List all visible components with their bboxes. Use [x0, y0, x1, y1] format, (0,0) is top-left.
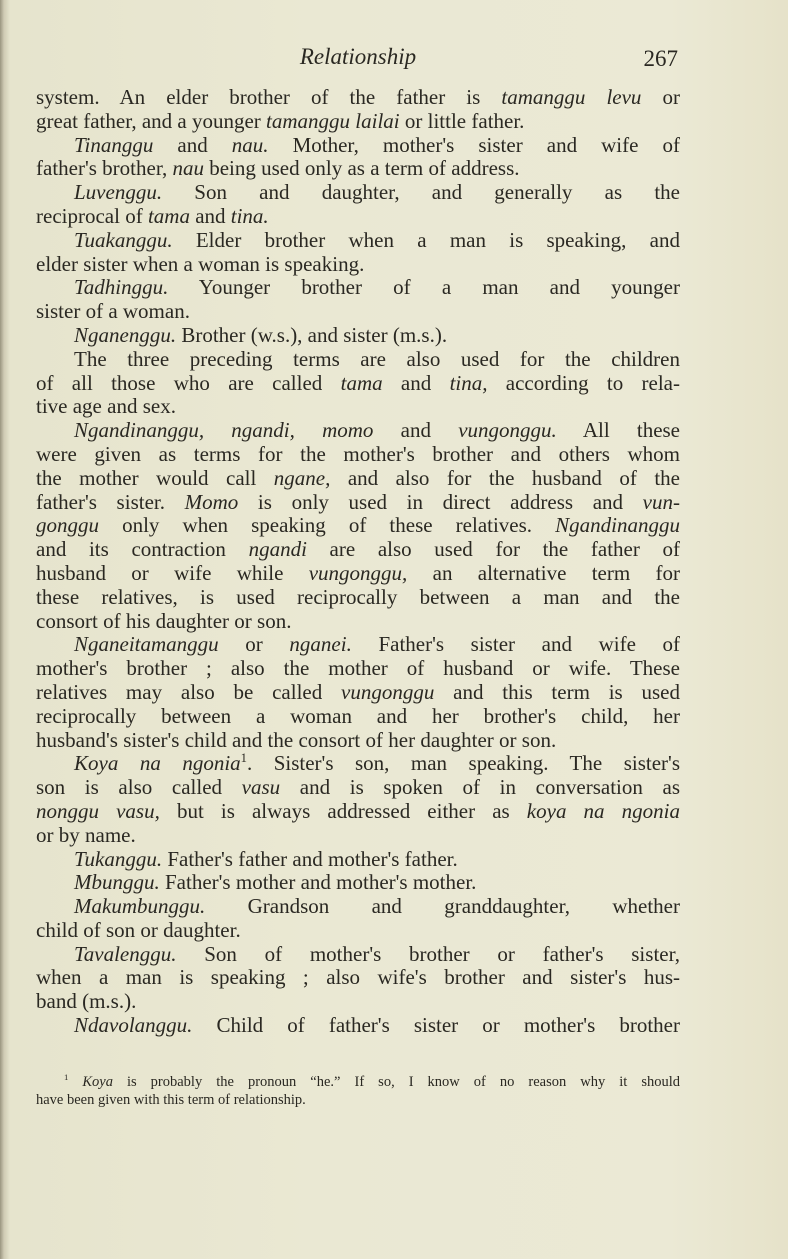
italic-term: Tukanggu.: [74, 846, 163, 871]
footnote-marker: 1: [240, 751, 247, 766]
text-run: elder sister when a woman is speaking.: [36, 251, 365, 276]
text-run: Younger brother of a man and younger: [168, 275, 680, 300]
text-run: reciprocally between a woman and her brother's child, her: [36, 703, 680, 728]
text-run: All these: [556, 418, 681, 443]
footnote-marker: 1: [64, 1072, 69, 1083]
text-line: [36, 562, 680, 586]
text-line: [36, 633, 680, 657]
text-run: being used only as a term of address.: [203, 156, 520, 181]
text-line: [36, 705, 680, 729]
text-run: is only used in direct address and: [238, 489, 643, 514]
italic-term: Ngandinanggu, ngandi, momo: [74, 418, 374, 443]
text-line: [36, 467, 680, 491]
text-line: [36, 157, 680, 181]
text-line: [36, 943, 680, 967]
text-line: [36, 824, 680, 848]
text-run: Grandson and granddaughter, whether: [205, 894, 680, 919]
text-run: great father, and a younger: [36, 108, 267, 133]
italic-term: ngandi: [248, 537, 307, 562]
text-run: and: [153, 132, 232, 157]
italic-term: Momo: [184, 489, 239, 514]
italic-term: Ndavolanggu.: [74, 1013, 193, 1038]
paragraph: [36, 229, 680, 277]
text-run: reciprocal of: [36, 203, 148, 228]
text-run: Son and daughter, and generally as the: [162, 180, 680, 205]
text-run: or: [641, 85, 680, 109]
text-line: [36, 776, 680, 800]
body-text: [36, 86, 680, 1038]
text-line: [36, 86, 680, 110]
text-run: husband's sister's child and the consort of her daughter or son.: [36, 727, 557, 752]
text-run: are also used for the father of: [306, 537, 680, 562]
text-run: Father's father and mother's father.: [162, 846, 458, 871]
italic-term: tina.: [230, 203, 269, 228]
italic-term: Tuakanggu.: [74, 227, 173, 252]
text-run: were given as terms for the mother's brother and others whom: [36, 441, 680, 466]
text-line: [36, 205, 680, 229]
text-run: these relatives, is used reciprocally between a man and the: [36, 584, 680, 609]
text-line: [36, 443, 680, 467]
text-run: Father's sister and wife of: [351, 632, 681, 657]
text-line: [36, 990, 680, 1014]
text-run: [68, 1074, 82, 1090]
italic-term: tamanggu levu: [501, 85, 642, 109]
italic-term: nganei.: [289, 632, 352, 657]
paragraph: [36, 895, 680, 943]
text-run: the mother would call: [36, 465, 274, 490]
text-line: [36, 372, 680, 396]
italic-term: Luvenggu.: [74, 180, 163, 205]
text-line: [36, 514, 680, 538]
text-run: sister of a woman.: [36, 299, 190, 324]
paragraph: [36, 943, 680, 1014]
text-run: or by name.: [36, 822, 136, 847]
italic-term: tama: [340, 370, 383, 395]
paragraph: [36, 848, 680, 872]
text-line: [36, 110, 680, 134]
italic-term: Ngandinanggu: [555, 513, 680, 538]
paragraph: [36, 1014, 680, 1038]
paragraph: [36, 134, 680, 182]
footnote-line: [36, 1073, 680, 1091]
italic-term: vasu: [241, 775, 281, 800]
paragraph: [36, 276, 680, 324]
text-line: [36, 1014, 680, 1038]
text-run: son is also called: [36, 775, 242, 800]
text-run: of all those who are called: [36, 370, 341, 395]
text-run: and is spoken of in conversation as: [280, 775, 680, 800]
text-line: [36, 324, 680, 348]
text-run: and: [373, 418, 459, 443]
text-run: according to rela-: [487, 370, 681, 395]
italic-term: vungonggu.: [458, 418, 557, 443]
text-run: father's sister.: [36, 489, 185, 514]
text-run: Child of father's sister or mother's brother: [192, 1013, 680, 1038]
paragraph: [36, 181, 680, 229]
italic-term: Nganenggu.: [74, 322, 177, 347]
paragraph: [36, 871, 680, 895]
text-line: [36, 729, 680, 753]
text-line: [36, 229, 680, 253]
text-line: [36, 800, 680, 824]
text-run: Son of mother's brother or father's sister,: [176, 941, 680, 966]
text-line: [36, 919, 680, 943]
text-run: father's brother,: [36, 156, 173, 181]
footnote-line: [36, 1091, 680, 1109]
paragraph: [36, 86, 680, 134]
text-line: [36, 657, 680, 681]
text-run: and: [189, 203, 231, 228]
text-run: and its contraction: [36, 537, 249, 562]
text-line: [36, 610, 680, 634]
paragraph: [36, 752, 680, 847]
italic-term: koya na ngonia: [526, 798, 680, 823]
italic-term: vun-: [642, 489, 680, 514]
italic-term: tama: [147, 203, 190, 228]
text-run: but is always addressed either as: [159, 798, 527, 823]
text-run: and: [382, 370, 450, 395]
paragraph: [36, 324, 680, 348]
text-line: [36, 848, 680, 872]
text-run: The three preceding terms are also used for the children: [74, 346, 680, 371]
italic-term: nau: [172, 156, 204, 181]
text-run: band (m.s.).: [36, 989, 137, 1014]
text-run: relatives may also be called: [36, 679, 342, 704]
text-run: tive age and sex.: [36, 394, 176, 419]
text-run: consort of his daughter or son.: [36, 608, 292, 633]
paragraph: [36, 419, 680, 633]
page-number: 267: [643, 46, 678, 71]
text-run: child of son or daughter.: [36, 917, 241, 942]
text-run: Father's mother and mother's mother.: [159, 870, 477, 895]
italic-term: Koya na ngonia: [74, 751, 241, 776]
text-run: have been given with this term of relationship.: [36, 1092, 306, 1108]
italic-term: vungonggu: [341, 679, 435, 704]
text-run: Brother (w.s.), and sister (m.s.).: [176, 322, 448, 347]
italic-term: Tavalenggu.: [74, 941, 177, 966]
italic-term: tamanggu lailai: [266, 108, 400, 133]
italic-term: nonggu vasu,: [36, 798, 160, 823]
running-title: Relationship: [299, 44, 417, 69]
text-run: Elder brother when a man is speaking, and: [172, 227, 680, 252]
text-line: [36, 253, 680, 277]
text-line: [36, 681, 680, 705]
text-line: [36, 966, 680, 990]
italic-term: gonggu: [36, 513, 99, 538]
italic-term: vungonggu,: [308, 560, 408, 585]
text-line: [36, 586, 680, 610]
text-run: or: [218, 632, 290, 657]
italic-term: tina,: [449, 370, 488, 395]
page-header: [36, 44, 680, 78]
text-run: or little father.: [399, 108, 525, 133]
text-line: [36, 538, 680, 562]
italic-term: nau.: [231, 132, 269, 157]
italic-term: ngane,: [273, 465, 331, 490]
italic-term: Koya: [82, 1074, 113, 1090]
italic-term: Mbunggu.: [74, 870, 160, 895]
text-line: [36, 300, 680, 324]
italic-term: Makumbunggu.: [74, 894, 206, 919]
italic-term: Nganeitamanggu: [74, 632, 219, 657]
text-run: mother's brother ; also the mother of husband or wife. These: [36, 656, 680, 681]
text-line: [36, 871, 680, 895]
text-run: Mother, mother's sister and wife of: [268, 132, 680, 157]
text-line: [36, 276, 680, 300]
text-run: system. An elder brother of the father is: [36, 85, 502, 109]
paragraph: [36, 633, 680, 752]
text-run: an alternative term for: [407, 560, 680, 585]
footnote: [36, 1073, 680, 1109]
text-line: [36, 752, 680, 776]
text-line: [36, 895, 680, 919]
text-line: [36, 134, 680, 158]
text-run: . Sister's son, man speaking. The sister's: [246, 751, 680, 776]
paragraph: [36, 348, 680, 419]
text-line: [36, 491, 680, 515]
text-run: is probably the pronoun “he.” If so, I know of no reason why it should: [112, 1074, 680, 1090]
italic-term: Tinanggu: [74, 132, 154, 157]
text-line: [36, 348, 680, 372]
text-line: [36, 395, 680, 419]
text-line: [36, 181, 680, 205]
text-run: when a man is speaking ; also wife's brother and sister's hus-: [36, 965, 680, 990]
text-run: and this term is used: [434, 679, 680, 704]
text-run: and also for the husband of the: [330, 465, 680, 490]
text-run: only when speaking of these relatives.: [99, 513, 556, 538]
italic-term: Tadhinggu.: [74, 275, 169, 300]
text-line: [36, 419, 680, 443]
text-run: husband or wife while: [36, 560, 309, 585]
